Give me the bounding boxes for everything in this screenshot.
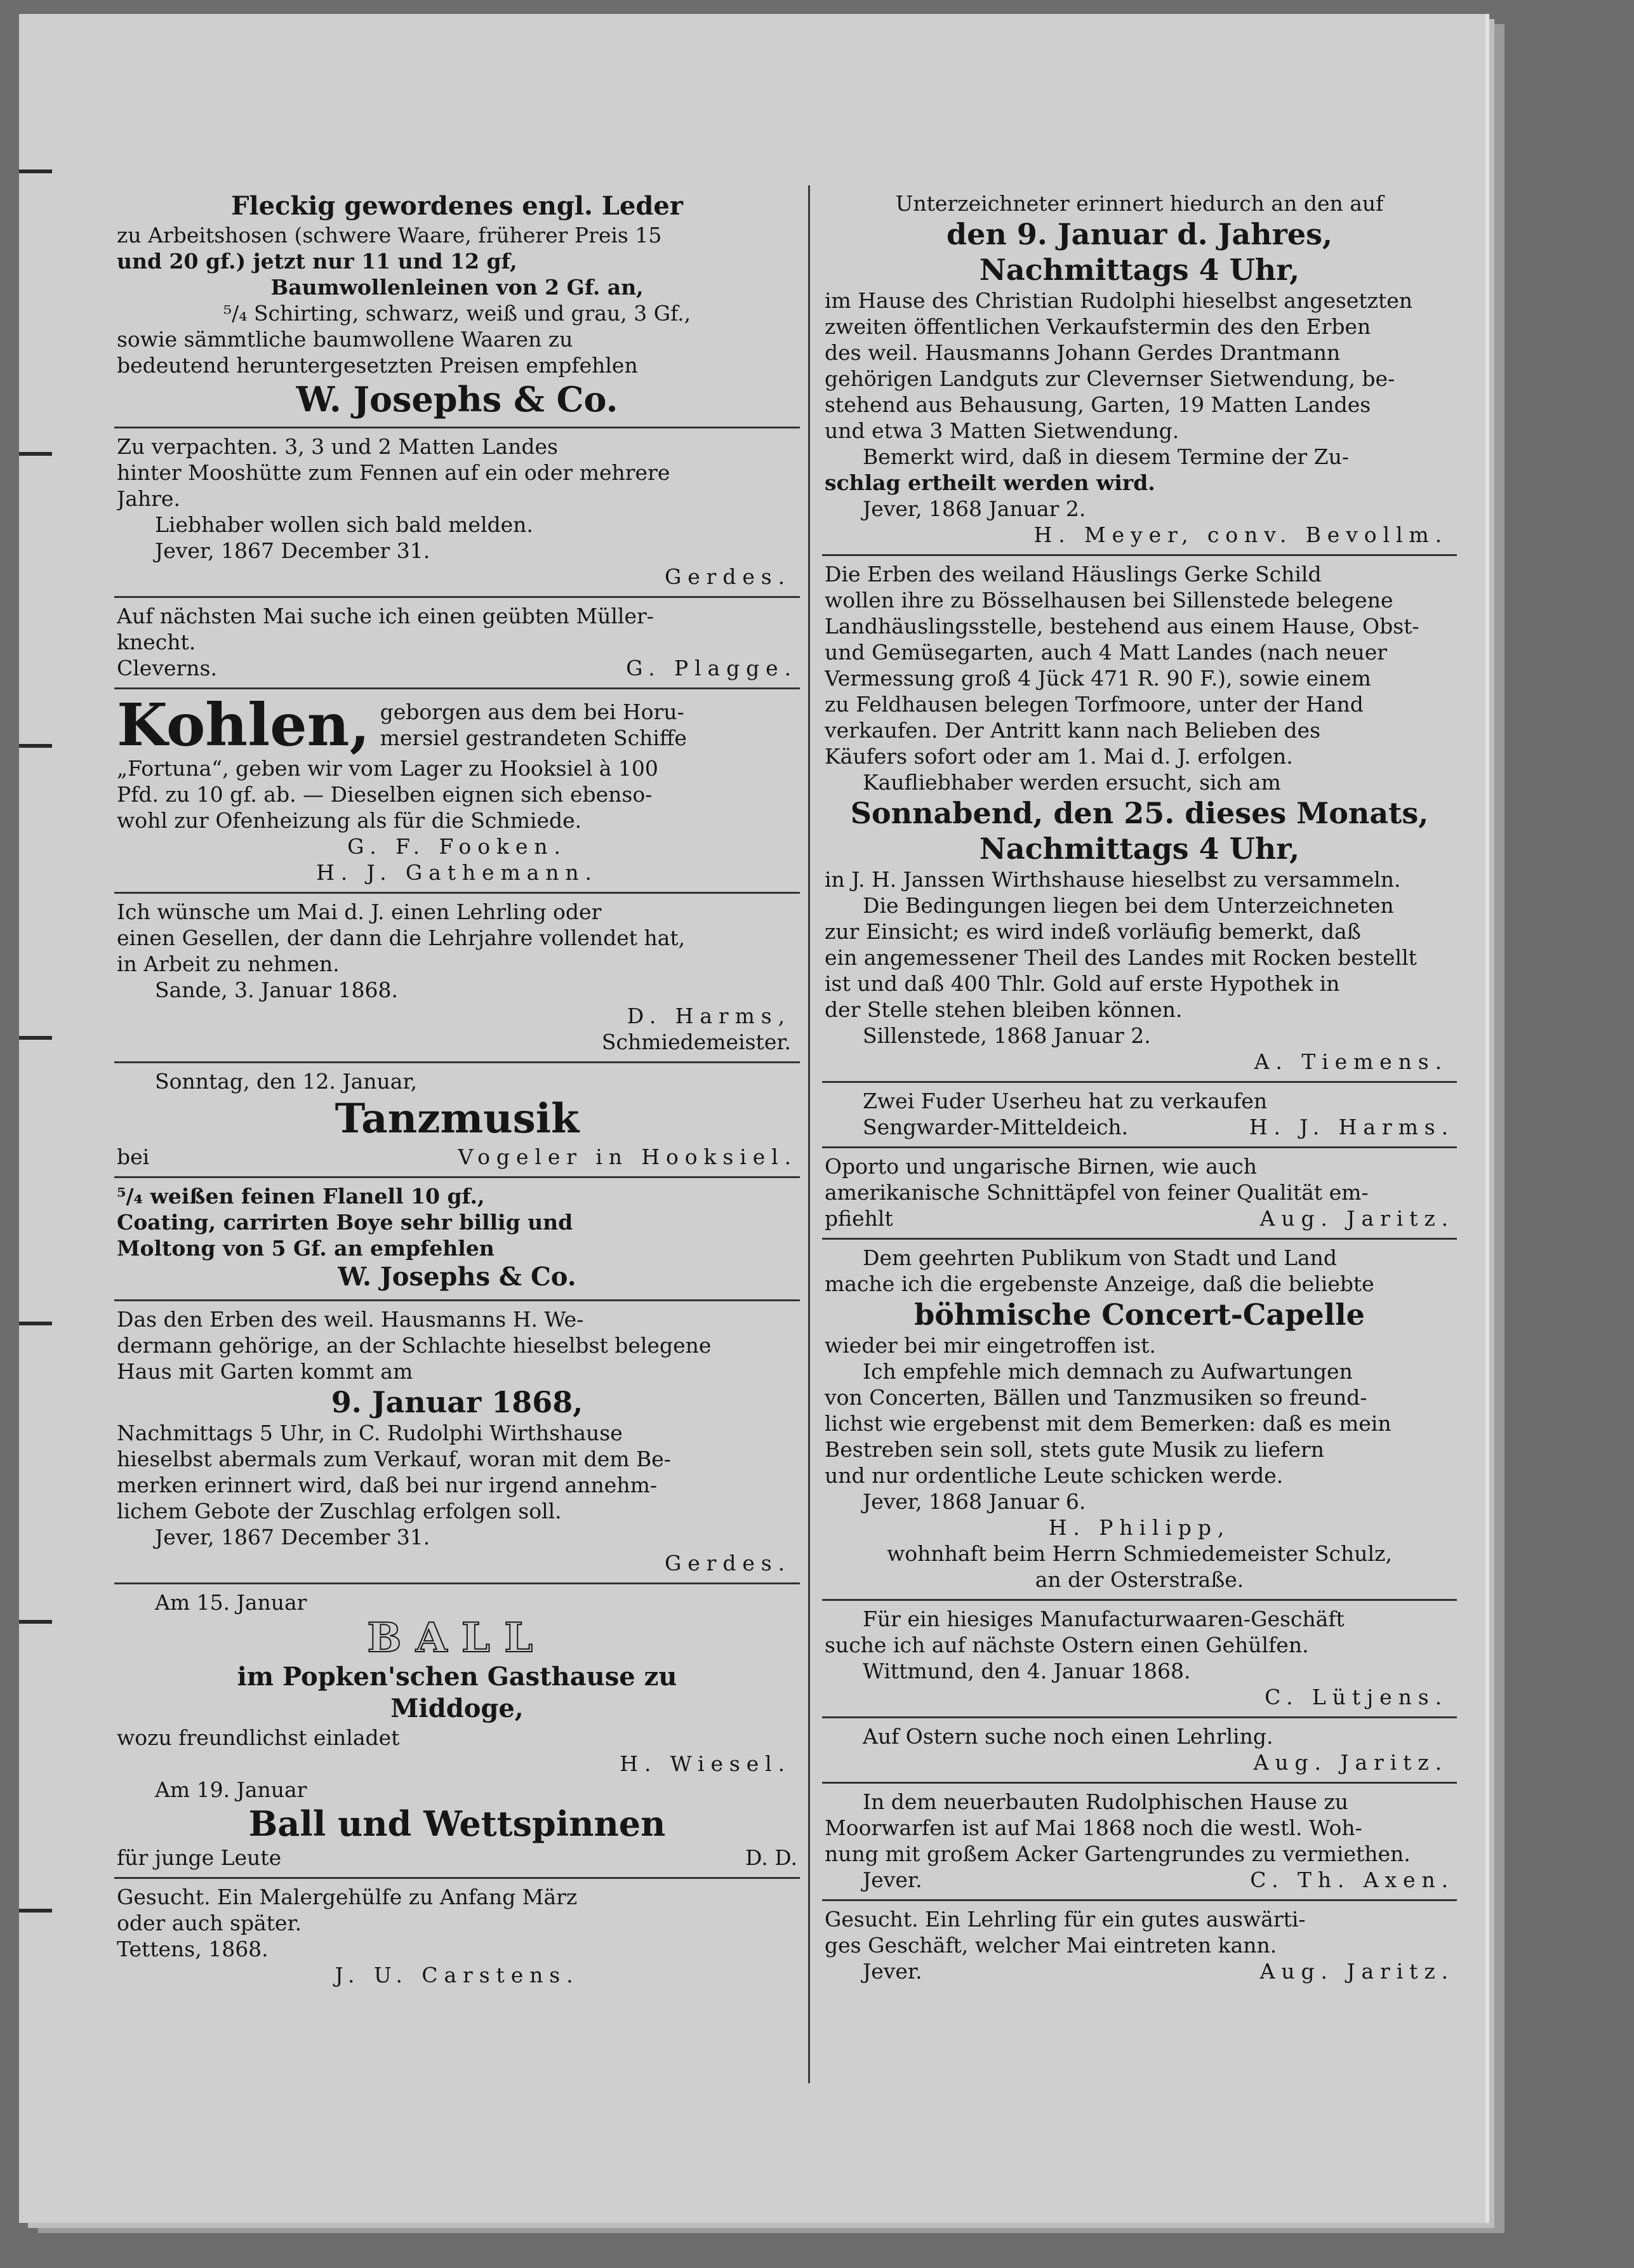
ad-apprentice: Ich wünsche um Mai d. J. einen Lehrling oder einen Gesellen, der dann die Lehrjahre vollendet hat, in Arbeit zu nehmen. Sande, 3. Januar 1868. D. Harms, Schmiedemeister.: [114, 894, 800, 1063]
signature: H. Meyer, conv. Bevollm.: [1033, 522, 1448, 547]
signature: G. Plagge.: [626, 656, 797, 680]
column-divider: [808, 185, 810, 2083]
ad-miller: Auf nächsten Mai suche ich einen geübten Müller- knecht. Cleverns. G. Plagge.: [114, 598, 800, 689]
right-column: [822, 185, 1457, 1991]
signature: Gerdes.: [664, 564, 791, 589]
ad-fruit: Oporto und ungarische Birnen, wie auch amerikanische Schnittäpfel von feiner Qualität em- pfiehlt Aug. Jaritz.: [822, 1148, 1457, 1240]
signature: H. J. Gathemann.: [316, 860, 598, 885]
newspaper-page: [19, 14, 1485, 2223]
signature: Aug. Jaritz.: [1259, 1206, 1454, 1231]
signature: G. F. Fooken.: [347, 834, 567, 859]
left-column: [114, 185, 800, 1994]
ad-heading: Tanzmusik: [335, 1095, 580, 1143]
advertiser-name: W. Josephs & Co.: [296, 379, 618, 420]
signature: Aug. Jaritz.: [1253, 1750, 1448, 1775]
signature: Gerdes.: [664, 1551, 791, 1575]
ad-heading: böhmische Concert-Capelle: [914, 1297, 1365, 1332]
ad-lease: Zu verpachten. 3, 3 und 2 Matten Landes hinter Mooshütte zum Fennen auf ein oder mehrere Jahre. Liebhaber wollen sich bald melden. Jever, 1867 December 31. Gerdes.: [114, 428, 800, 598]
ad-estate-sale: Die Erben des weiland Häuslings Gerke Schild wollen ihre zu Bösselhausen bei Sillenstede belegene Landhäuslingsstelle, bestehend aus einem Hause, Obst- und Gemüsegarten, auch 4 Matt Landes (nach neuer Vermessung groß 4 Jück 471 R. 90 F.), sowie einem zu Feldhausen belegen Torfmoore, unter der Hand verkaufen. Der Antritt kann nach Belieben des Käufers sofort oder am 1. Mai d. J. erfolgen. Kaufliebhaber werden ersucht, sich am Sonnabend, den 25. dieses Monats, Nachmittags 4 Uhr, in J. H. Janssen Wirthshause hieselbst zu versammeln. Die Bedingungen liegen bei dem Unterzeichneten zur Einsicht; es wird indeß vorläufig bemerkt, daß ein angemessener Theil des Landes mit Rocken bestellt ist und daß 400 Thlr. Gold auf erste Hypothek in der Stelle stehen bleiben können. Sillenstede, 1868 Januar 2. A. Tiemens.: [822, 556, 1457, 1083]
ad-heading: Sonnabend, den 25. dieses Monats,: [850, 796, 1429, 830]
ad-heading: Fleckig gewordenes engl. Leder: [231, 191, 683, 221]
ad-auction-notice: Unterzeichneter erinnert hiedurch an den auf den 9. Januar d. Jahres, Nachmittags 4 Uhr, im Hause des Christian Rudolphi hieselbst angesetzten zweiten öffentlichen Verkaufstermin des den Erben des weil. Hausmanns Johann Gerdes Drantmann gehörigen Landguts zur Clevernser Sietwendung, be- stehend aus Behausung, Garten, 19 Matten Landes und etwa 3 Matten Sietwendung. Bemerkt wird, daß in diesem Termine der Zu- schlag ertheilt werden wird. Jever, 1868 Januar 2. H. Meyer, conv. Bevollm.: [822, 185, 1457, 556]
ad-heading: Kohlen,: [117, 691, 370, 759]
ad-house-sale: Das den Erben des weil. Hausmanns H. We- dermann gehörige, an der Schlachte hieselbst belegene Haus mit Garten kommt am 9. Januar 1868, Nachmittags 5 Uhr, in C. Rudolphi Wirthshause hieselbst abermals zum Verkauf, woran mit dem Be- merken erinnert wird, daß bei nur irgend annehm- lichem Gebote der Zuschlag erfolgen soll. Jever, 1867 December 31. Gerdes.: [114, 1301, 800, 1584]
ad-dance: Sonntag, den 12. Januar, Tanzmusik bei Vogeler in Hooksiel.: [114, 1063, 800, 1178]
signature: C. Lütjens.: [1265, 1685, 1448, 1709]
ad-heading: Ball und Wettspinnen: [248, 1803, 666, 1844]
signature: C. Th. Axen.: [1250, 1867, 1454, 1892]
ad-painter: Gesucht. Ein Malergehülfe zu Anfang März oder auch später. Tettens, 1868. J. U. Carstens.: [114, 1879, 800, 1994]
ad-heading: 9. Januar 1868,: [331, 1385, 583, 1419]
ad-heading: den 9. Januar d. Jahres,: [946, 217, 1333, 251]
ad-hay: Zwei Fuder Userheu hat zu verkaufen Sengwarder-Mitteldeich. H. J. Harms.: [822, 1083, 1457, 1148]
advertiser-name: W. Josephs & Co.: [338, 1262, 576, 1292]
signature: H. Philipp,: [1048, 1515, 1231, 1540]
signature: H. Wiesel.: [620, 1751, 791, 1776]
ad-heading: BALL: [367, 1614, 547, 1662]
signature: A. Tiemens.: [1254, 1049, 1448, 1074]
signature: D. Harms,: [627, 1004, 791, 1028]
ad-ball: Am 15. Januar BALL im Popken'schen Gasthause zu Middoge, wozu freundlichst einladet H. Wiesel. Am 19. Januar Ball und Wettspinnen für junge Leute D. D.: [114, 1584, 800, 1879]
ad-leather: Fleckig gewordenes engl. Leder zu Arbeitshosen (schwere Waare, früherer Preis 15 und 20 gf.) jetzt nur 11 und 12 gf, Baumwollenleinen von 2 Gf. an, ⁵/₄ Schirting, schwarz, weiß und grau, 3 Gf., sowie sämmtliche baumwollene Waaren zu bedeutend heruntergesetzten Preisen empfehlen W. Josephs & Co.: [114, 185, 800, 428]
ad-wanted: Gesucht. Ein Lehrling für ein gutes auswärti- ges Geschäft, welcher Mai eintreten kann. Jever. Aug. Jaritz.: [825, 1907, 1454, 1984]
signature: H. J. Harms.: [1249, 1115, 1454, 1139]
ad-apprentice-easter: Auf Ostern suche noch einen Lehrling. Aug. Jaritz.: [822, 1718, 1457, 1784]
ad-coal: Kohlen, geborgen aus dem bei Horu- mersiel gestrandeten Schiffe „Fortuna“, geben wir vom Lager zu Hooksiel à 100 Pfd. zu 10 gf. ab. — Dieselben eignen sich ebenso- wohl zur Ofenheizung als für die Schmiede. G. F. Fooken. H. J. Gathemann.: [114, 689, 800, 894]
ad-flannel: ⁵/₄ weißen feinen Flanell 10 gf., Coating, carrirten Boye sehr billig und Moltong von 5 Gf. an empfehlen W. Josephs & Co.: [114, 1178, 800, 1301]
signature: J. U. Carstens.: [335, 1963, 580, 1987]
ad-concert-band: Dem geehrten Publikum von Stadt und Land mache ich die ergebenste Anzeige, daß die beliebte böhmische Concert-Capelle wieder bei mir eingetroffen ist. Ich empfehle mich demnach zu Aufwartungen von Concerten, Bällen und Tanzmusiken so freund- lichst wie ergebenst mit dem Bemerken: daß es mein Bestreben sein soll, stets gute Musik zu liefern und nur ordentliche Leute schicken werde. Jever, 1868 Januar 6. H. Philipp, wohnhaft beim Herrn Schmiedemeister Schulz, an der Osterstraße.: [822, 1240, 1457, 1601]
signature: Aug. Jaritz.: [1259, 1959, 1454, 1984]
ad-rental: In dem neuerbauten Rudolphischen Hause zu Moorwarfen ist auf Mai 1868 noch die westl. Woh- nung mit großem Acker Gartengrundes zu vermiethen. Jever. C. Th. Axen.: [822, 1784, 1457, 1901]
ad-assistant: Für ein hiesiges Manufacturwaaren-Geschäft suche ich auf nächste Ostern einen Gehülfen. Wittmund, den 4. Januar 1868. C. Lütjens.: [822, 1601, 1457, 1718]
